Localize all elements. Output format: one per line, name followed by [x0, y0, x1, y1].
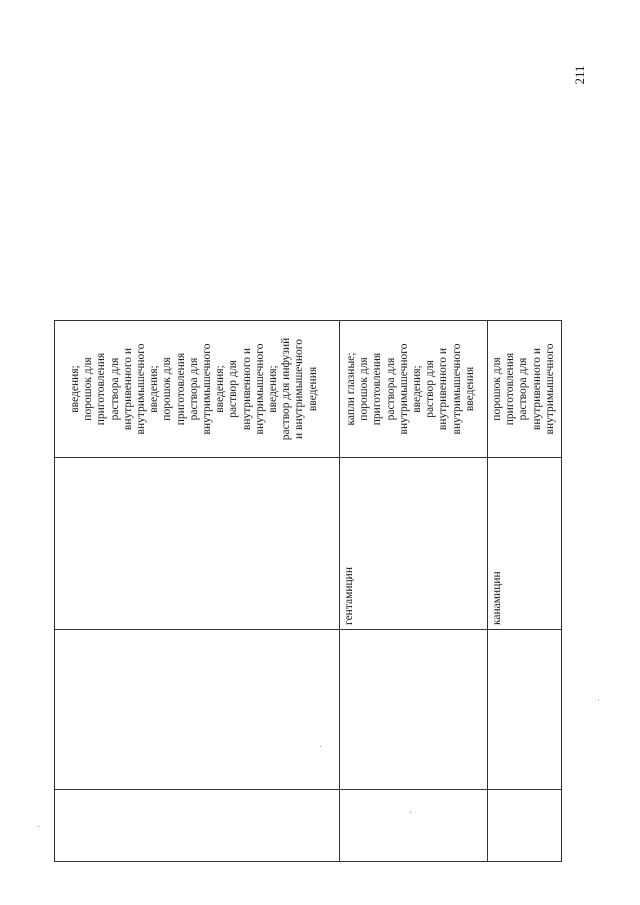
- scan-speck: [598, 700, 599, 701]
- scan-speck: [410, 812, 411, 813]
- medication-table: [54, 320, 562, 862]
- column-divider-2: [55, 629, 561, 630]
- row-3-drug-name: канамицин: [491, 571, 503, 625]
- row-2-drug-name: гентамицин: [343, 567, 355, 625]
- column-divider-3: [55, 789, 561, 790]
- row-2-forms-text: капли глазные; порошок для приготовления раствора для внутримышечного введения; раствор для внутривенного и внутримышечного введения: [345, 343, 476, 435]
- row-3-forms-cell: [487, 321, 563, 457]
- row-1-forms-text: введения; порошок для приготовления раствора для внутривенного и внутримышечного введения; порошок для приготовления раствора для внутримышечного введения; раствор для внутривенного и внутримышечного введения; раствор для инфузий и внутримышечного введения: [69, 337, 319, 441]
- row-1-forms-cell: [55, 321, 339, 457]
- scan-speck: [320, 746, 321, 747]
- page-number: 211: [572, 65, 587, 85]
- row-3-forms-text: порошок для приготовления раствора для внутривенного и внутримышечного: [491, 343, 556, 435]
- row-2-drug-cell: [339, 457, 487, 629]
- scan-speck: [38, 826, 39, 827]
- row-3-drug-cell: [487, 457, 563, 629]
- row-2-forms-cell: [339, 321, 487, 457]
